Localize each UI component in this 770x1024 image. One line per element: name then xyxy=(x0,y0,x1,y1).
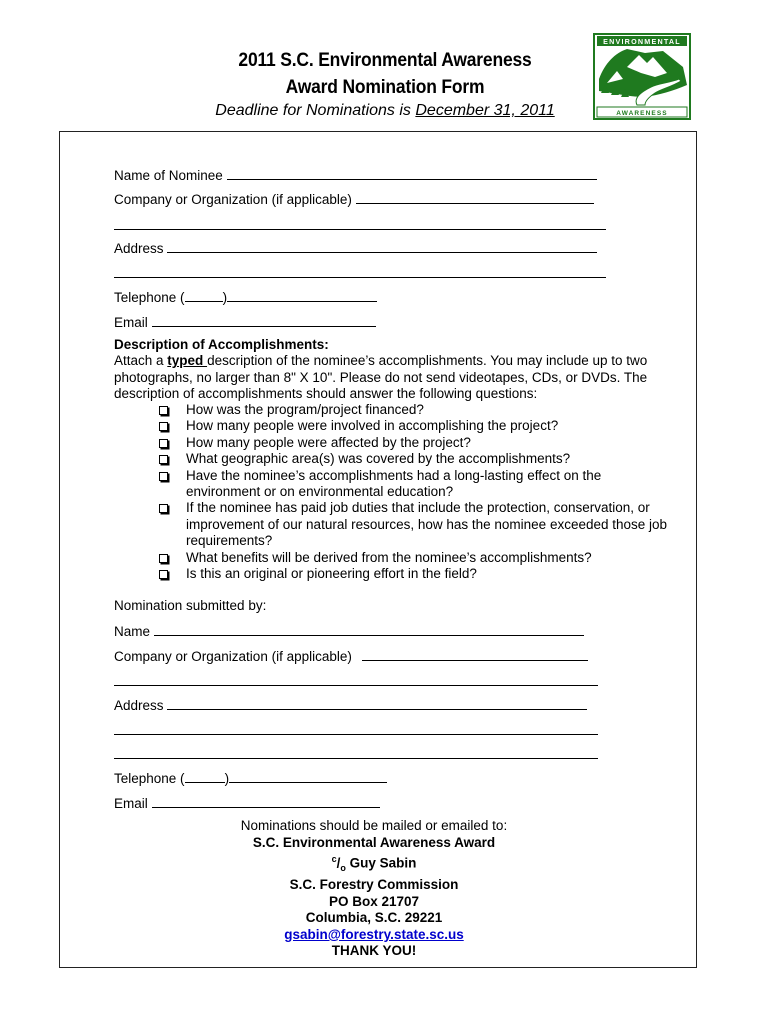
deadline-prefix: Deadline for Nominations is xyxy=(215,102,416,119)
nominee-name-field[interactable] xyxy=(227,166,597,180)
submitter-address-label: Address xyxy=(114,698,164,713)
checkbox-icon xyxy=(159,439,168,448)
nominee-address-field-2[interactable] xyxy=(114,277,606,278)
nominee-area-code-field[interactable] xyxy=(185,288,223,302)
checkbox-icon xyxy=(159,472,168,481)
mailing-award: S.C. Environmental Awareness Award xyxy=(252,834,496,850)
environmental-awareness-logo xyxy=(593,33,691,120)
submitter-telephone-paren: ) xyxy=(224,771,230,786)
list-item: How was the program/project financed? xyxy=(156,402,676,418)
nominee-company-label: Company or Organization (if applicable) xyxy=(114,192,352,207)
nominee-company-field-2[interactable] xyxy=(114,229,606,230)
submitter-name-field[interactable] xyxy=(154,622,584,636)
submitter-telephone-row xyxy=(114,769,387,787)
list-item: How many people were involved in accomplishing the project? xyxy=(156,418,676,434)
submitter-email-row xyxy=(114,794,380,812)
description-instructions xyxy=(114,353,674,402)
list-item: What benefits will be derived from the nominee’s accomplishments? xyxy=(156,550,676,566)
nominee-address-label: Address xyxy=(114,241,164,256)
checkbox-icon xyxy=(159,406,168,415)
nominee-email-row xyxy=(114,313,376,331)
mailing-block xyxy=(114,818,634,960)
submitter-company-field[interactable] xyxy=(362,647,588,661)
form-title-line1: 2011 S.C. Environmental Awareness xyxy=(238,50,532,71)
description-block xyxy=(114,337,674,403)
submitter-heading: Nomination submitted by: xyxy=(114,598,267,613)
logo-bottom-text: AWARENESS xyxy=(616,110,668,117)
description-heading: Description of Accomplishments: xyxy=(114,337,329,352)
nominee-email-label: Email xyxy=(114,315,148,330)
mailing-email-link[interactable]: gsabin@forestry.state.sc.us xyxy=(284,926,464,942)
submitter-company-field-2[interactable] xyxy=(114,685,598,686)
submitter-email-field[interactable] xyxy=(152,794,380,808)
submitter-address-row xyxy=(114,696,587,714)
nominee-name-label: Name of Nominee xyxy=(114,168,223,183)
attach-prefix: Attach a xyxy=(114,353,168,369)
submitter-company-row xyxy=(114,647,588,665)
attach-typed: typed xyxy=(167,353,208,369)
list-item: If the nominee has paid job duties that include the protection, conservation, or improvement of our natural resources, how has the nominee exceeded those job requirements? xyxy=(156,500,676,549)
mailing-org: S.C. Forestry Commission xyxy=(289,876,459,892)
logo-top-text: ENVIRONMENTAL xyxy=(603,37,681,46)
mailing-city: Columbia, S.C. 29221 xyxy=(305,910,443,926)
checkbox-icon xyxy=(159,455,168,464)
submitter-address-field-3[interactable] xyxy=(114,758,598,759)
checkbox-icon xyxy=(159,422,168,431)
nominee-company-row xyxy=(114,190,594,208)
checkbox-icon xyxy=(159,504,168,513)
submitter-area-code-field[interactable] xyxy=(185,769,225,783)
attach-rest: description of the nominee’s accomplishments. You may include up to two photographs, no larger than 8" X 10". Please do not send videotapes, CDs, or DVDs. The description of accomplishments should answer the following questions: xyxy=(114,353,648,402)
nominee-telephone-paren: ) xyxy=(222,290,228,305)
thank-you-text: THANK YOU! xyxy=(331,943,417,959)
list-item: Is this an original or pioneering effort in the field? xyxy=(156,566,676,582)
submitter-address-field[interactable] xyxy=(167,696,587,710)
list-item: Have the nominee’s accomplishments had a long-lasting effect on the environment or on environmental education? xyxy=(156,468,676,501)
nominee-name-row xyxy=(114,166,597,184)
mailing-care-of: $^c/_o$ Guy Sabin xyxy=(331,854,417,874)
submitter-address-field-2[interactable] xyxy=(114,734,598,735)
checkbox-icon xyxy=(159,570,168,579)
submitter-name-label: Name xyxy=(114,624,151,639)
nominee-address-field[interactable] xyxy=(167,239,597,253)
question-list xyxy=(156,402,676,582)
nominee-email-field[interactable] xyxy=(152,313,376,327)
list-item: What geographic area(s) was covered by the accomplishments? xyxy=(156,451,676,467)
form-title-line2: Award Nomination Form xyxy=(285,77,485,98)
submitter-name-row xyxy=(114,622,584,640)
submitter-company-label: Company or Organization (if applicable) xyxy=(114,649,352,664)
nominee-telephone-row xyxy=(114,288,377,306)
mailing-po-box: PO Box 21707 xyxy=(328,893,420,909)
submitter-telephone-field[interactable] xyxy=(229,769,387,783)
list-item: How many people were affected by the project? xyxy=(156,435,676,451)
submitter-email-label: Email xyxy=(114,796,148,811)
submitter-telephone-label: Telephone ( xyxy=(114,771,185,786)
mailing-intro: Nominations should be mailed or emailed to: xyxy=(240,818,508,833)
nominee-address-row xyxy=(114,239,597,257)
nominee-company-field[interactable] xyxy=(356,190,594,204)
checkbox-icon xyxy=(159,554,168,563)
nominee-telephone-field[interactable] xyxy=(227,288,377,302)
deadline-date: December 31, 2011 xyxy=(415,102,555,119)
nominee-telephone-label: Telephone ( xyxy=(114,290,185,305)
